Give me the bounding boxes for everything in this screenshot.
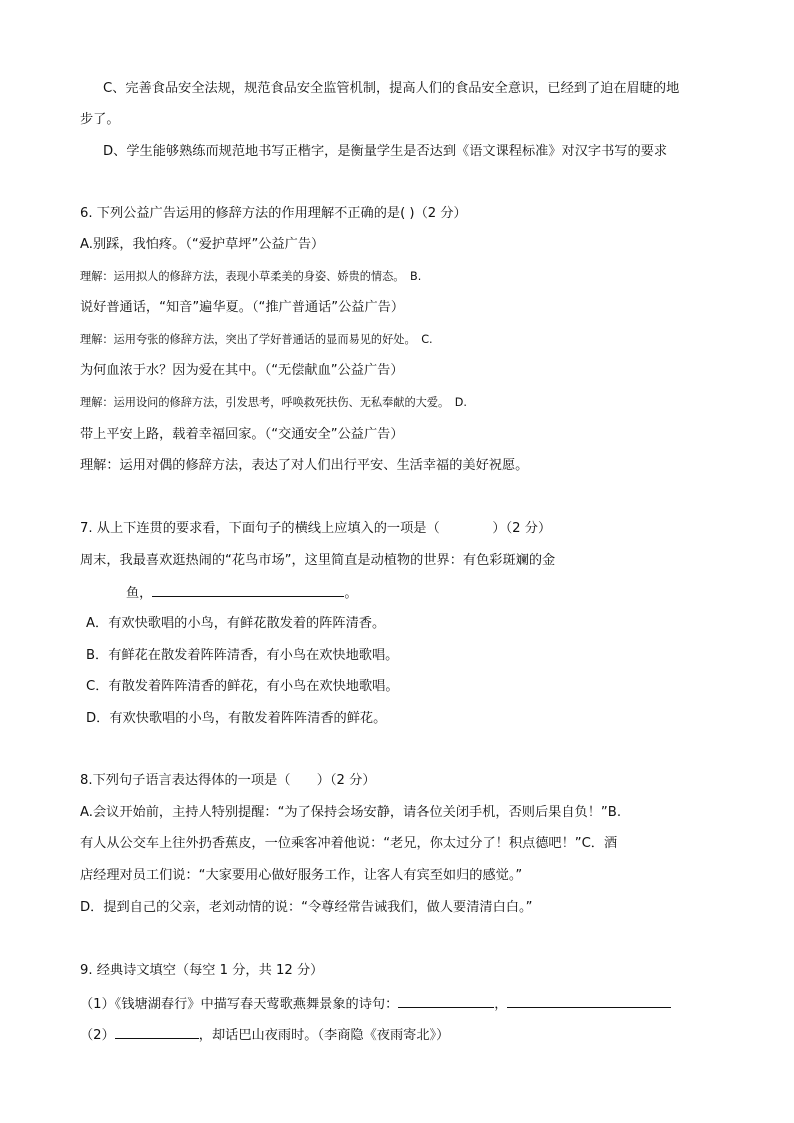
q5-option-d: D、学生能够熟练而规范地书写正楷字，是衡量学生是否达到《语文课程标准》对汉字书写的要求 bbox=[103, 144, 668, 159]
q8-line-4: D．提到自己的父亲，老刘动情的说：“令尊经常告诫我们，做人要清清白白。” bbox=[80, 900, 533, 915]
q7-passage-end: 。 bbox=[344, 586, 358, 601]
q7-fill-blank[interactable] bbox=[152, 583, 344, 597]
q5-option-c-line-1: C、完善食品安全法规，规范食品安全监管机制，提高人们的食品安全意识，已经到了迫在眉睫的地 bbox=[103, 81, 680, 96]
q9-item-1 bbox=[80, 994, 671, 1014]
q6-option-b-explanation: 理解：运用夸张的修辞方法，突出了学好普通话的显而易见的好处。 C. bbox=[80, 333, 433, 346]
q9-item-1-blank-1[interactable] bbox=[398, 994, 494, 1008]
q7-option-d: D．有欢快歌唱的小鸟，有散发着阵阵清香的鲜花。 bbox=[86, 711, 387, 726]
q7-passage-line-2 bbox=[126, 583, 358, 603]
q6-option-c-ad: 为何血浓于水？因为爱在其中。（“无偿献血”公益广告） bbox=[80, 363, 404, 378]
q8-line-3: 店经理对员工们说：“大家要用心做好服务工作，让客人有宾至如归的感觉。” bbox=[80, 868, 523, 883]
q6-option-a-explanation: 理解：运用拟人的修辞方法，表现小草柔美的身姿、娇贵的情态。 B. bbox=[80, 270, 422, 283]
q8-stem: 8.下列句子语言表达得体的一项是（ ）（2 分） bbox=[80, 773, 376, 788]
q9-stem: 9. 经典诗文填空（每空 1 分，共 12 分） bbox=[80, 963, 324, 978]
q6-option-d-ad: 带上平安上路，载着幸福回家。（“交通安全”公益广告） bbox=[80, 427, 404, 442]
q9-item-1-separator: ， bbox=[494, 997, 508, 1012]
q8-line-2: 有人从公交车上往外扔香蕉皮，一位乘客冲着他说：“老兄，你太过分了！积点德吧！”C．酒 bbox=[80, 836, 618, 851]
q7-passage-line-1: 周末，我最喜欢逛热闹的“花鸟市场”，这里简直是动植物的世界：有色彩斑斓的金 bbox=[80, 553, 556, 568]
q6-option-d-explanation: 理解：运用对偶的修辞方法，表达了对人们出行平安、生活幸福的美好祝愿。 bbox=[80, 458, 529, 473]
q5-option-c-line-2: 步了。 bbox=[80, 112, 120, 127]
q9-item-2-blank[interactable] bbox=[115, 1025, 199, 1039]
q9-item-2-text: ，却话巴山夜雨时。（李商隐《夜雨寄北》） bbox=[198, 1028, 450, 1043]
q9-item-1-blank-2[interactable] bbox=[507, 994, 671, 1008]
q9-item-2 bbox=[80, 1025, 449, 1045]
q7-option-a: A．有欢快歌唱的小鸟，有鲜花散发着的阵阵清香。 bbox=[86, 616, 386, 631]
q6-option-c-explanation: 理解：运用设问的修辞方法，引发思考，呼唤救死扶伤、无私奉献的大爱。 D. bbox=[80, 396, 467, 409]
q8-line-1: A.会议开始前，主持人特别提醒：“为了保持会场安静，请各位关闭手机，否则后果自负！”B. bbox=[80, 805, 622, 820]
q9-item-1-text: （1）《钱塘湖春行》中描写春天莺歌燕舞景象的诗句： bbox=[80, 997, 399, 1012]
q6-option-a-ad: A.别踩，我怕疼。（“爱护草坪”公益广告） bbox=[80, 237, 325, 252]
q6-option-b-ad: 说好普通话，“知音”遍华夏。（“推广普通话”公益广告） bbox=[80, 300, 405, 315]
q9-item-2-number: （2） bbox=[80, 1028, 115, 1043]
q7-stem: 7. 从上下连贯的要求看，下面句子的横线上应填入的一项是（ ）（2 分） bbox=[80, 521, 552, 536]
q7-option-b: B．有鲜花在散发着阵阵清香，有小鸟在欢快地歌唱。 bbox=[86, 648, 399, 663]
q6-stem: 6. 下列公益广告运用的修辞方法的作用理解不正确的是( )（2 分） bbox=[80, 206, 467, 221]
q7-passage-start: 鱼， bbox=[126, 586, 153, 601]
q7-option-c: C．有散发着阵阵清香的鲜花，有小鸟在欢快地歌唱。 bbox=[86, 679, 399, 694]
